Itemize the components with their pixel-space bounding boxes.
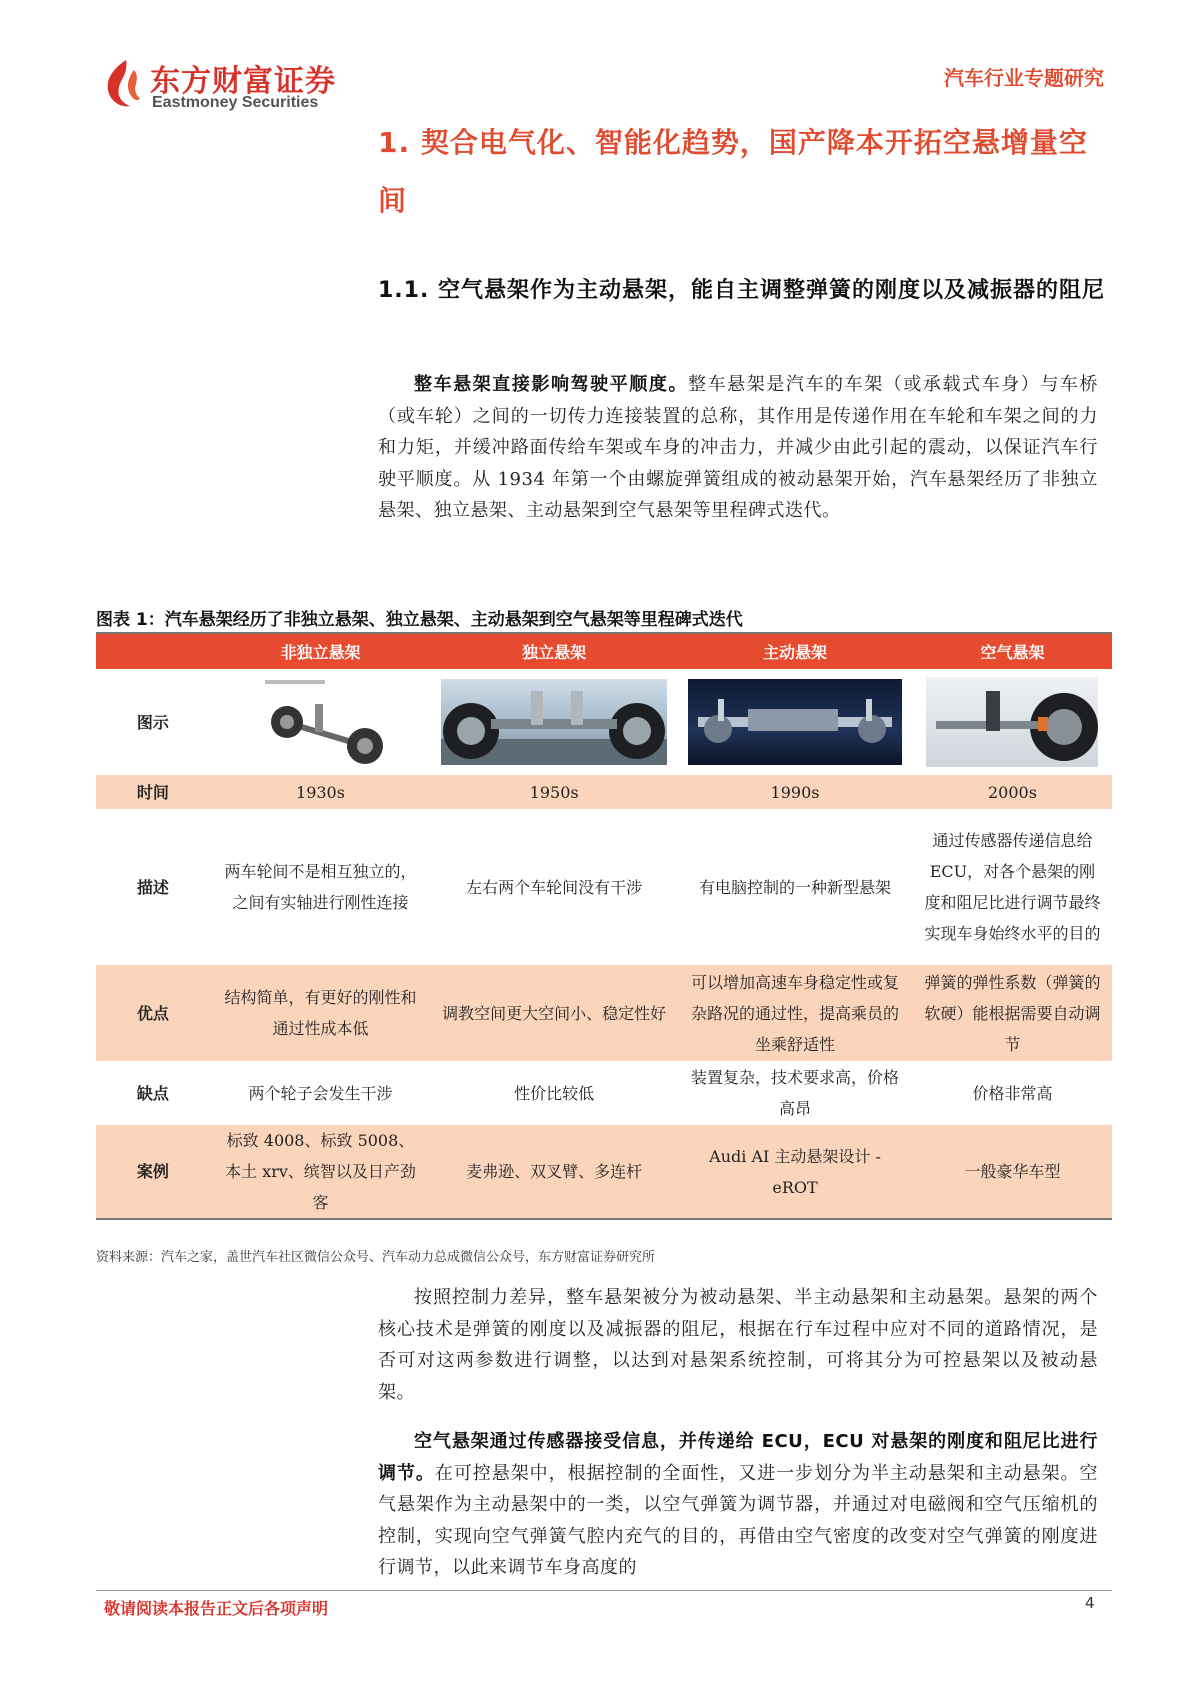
section-1-1-heading: 1.1. 空气悬架作为主动悬架，能自主调整弹簧的刚度以及减振器的阻尼 bbox=[378, 278, 1105, 303]
air-suspension-image bbox=[926, 677, 1098, 767]
column-header: 空气悬架 bbox=[913, 634, 1112, 669]
row-label: 优点 bbox=[96, 965, 210, 1061]
footer-rule bbox=[96, 1590, 1112, 1591]
cell-cons: 价格非常高 bbox=[972, 1083, 1053, 1103]
cell-image bbox=[913, 669, 1112, 775]
cell-cons: 性价比较低 bbox=[514, 1083, 595, 1103]
table-row bbox=[96, 775, 1112, 809]
table-row bbox=[96, 1125, 1112, 1219]
non-independent-suspension-image bbox=[245, 674, 395, 770]
logo-english-name: Eastmoney Securities bbox=[152, 94, 319, 111]
page-number: 4 bbox=[1085, 1594, 1095, 1612]
cell-image bbox=[210, 669, 431, 775]
paragraph-body: 在可控悬架中，根据控制的全面性，又进一步划分为半主动悬架和主动悬架。空气悬架作为主动悬架中的一类，以空气弹簧为调节器，并通过对电磁阀和空气压缩机的控制，实现向空气弹簧气腔内充气的目的，再借由空气密度的改变对空气弹簧的刚度进行调节，以此来调节车身高度的 bbox=[378, 1462, 1099, 1578]
paragraph-body: 整车悬架是汽车的车架（或承载式车身）与车桥（或车轮）之间的一切传力连接装置的总称，其作用是传递作用在车轮和车架之间的力和力矩，并缓冲路面传给车架或车身的冲击力，并减少由此引起的震动，以保证汽车行驶平顺度。从 1934 年第一个由螺旋弹簧组成的被动悬架开始，汽车悬架经历了非独立悬架、独立悬架、主动悬架到空气悬架等里程碑式迭代。 bbox=[378, 374, 1098, 521]
cell-time: 1930s bbox=[210, 775, 431, 809]
paragraph-lead: 整车悬架直接影响驾驶平顺度。 bbox=[414, 374, 689, 395]
column-header: 非独立悬架 bbox=[210, 634, 431, 669]
independent-suspension-image bbox=[441, 679, 667, 765]
row-label: 缺点 bbox=[136, 1083, 169, 1103]
figure-title: 图表 1：汽车悬架经历了非独立悬架、独立悬架、主动悬架到空气悬架等里程碑式迭代 bbox=[96, 610, 743, 630]
column-header: 独立悬架 bbox=[431, 634, 677, 669]
cell-image bbox=[431, 669, 677, 775]
cell-cons: 两个轮子会发生干涉 bbox=[248, 1083, 393, 1103]
table-row bbox=[96, 669, 1112, 775]
paragraph-control-types: 按照控制力差异，整车悬架被分为被动悬架、半主动悬架和主动悬架。悬架的两个核心技术是弹簧的刚度以及减振器的阻尼，根据在行车过程中应对不同的道路情况，是否可对这两参数进行调整，以达到对悬架系统控制，可将其分为可控悬架以及被动悬架。 bbox=[378, 1287, 1098, 1403]
header-corner bbox=[96, 634, 210, 669]
row-label: 图示 bbox=[136, 712, 169, 732]
table-row bbox=[96, 1061, 1112, 1125]
table-header-row bbox=[96, 634, 1112, 669]
cell-cases: 标致 4008、标致 5008、本土 xrv、缤智以及日产劲客 bbox=[210, 1125, 431, 1219]
cell-pros: 调教空间更大空间小、稳定性好 bbox=[431, 965, 677, 1061]
cell-description: 两车轮间不是相互独立的，之间有实轴进行刚性连接 bbox=[224, 862, 417, 912]
paragraph-lead: 空气悬架通过传感器接受信息，并传递给 ECU，ECU 对悬架的刚度和阻尼比进行调节。 bbox=[378, 1431, 1098, 1484]
row-label: 时间 bbox=[96, 775, 210, 809]
section-1-heading: 1. 契合电气化、智能化趋势，国产降本开拓空悬增量空间 bbox=[378, 126, 1088, 217]
table-row bbox=[96, 809, 1112, 965]
cell-time: 2000s bbox=[913, 775, 1112, 809]
cell-cases: 麦弗逊、双叉臂、多连杆 bbox=[431, 1125, 677, 1219]
cell-pros: 可以增加高速车身稳定性或复杂路况的通过性，提高乘员的坐乘舒适性 bbox=[677, 965, 913, 1061]
company-logo bbox=[100, 50, 350, 120]
suspension-comparison-table bbox=[96, 634, 1112, 1220]
cell-description: 左右两个车轮间没有干涉 bbox=[466, 877, 643, 897]
cell-time: 1950s bbox=[431, 775, 677, 809]
logo-chinese-name: 东方财富证券 bbox=[150, 64, 336, 99]
cell-description: 有电脑控制的一种新型悬架 bbox=[699, 877, 892, 897]
cell-cons: 装置复杂，技术要求高，价格高昂 bbox=[691, 1068, 900, 1118]
table-row bbox=[96, 965, 1112, 1061]
row-label: 描述 bbox=[136, 877, 169, 897]
column-header: 主动悬架 bbox=[677, 634, 913, 669]
cell-time: 1990s bbox=[677, 775, 913, 809]
disclaimer-note: 敬请阅读本报告正文后各项声明 bbox=[104, 1599, 329, 1618]
figure-source: 资料来源：汽车之家，盖世汽车社区微信公众号、汽车动力总成微信公众号，东方财富证券研究所 bbox=[96, 1250, 656, 1265]
report-type-label: 汽车行业专题研究 bbox=[944, 66, 1104, 90]
paragraph-air-suspension bbox=[378, 1426, 1098, 1584]
cell-description: 通过传感器传递信息给 ECU，对各个悬架的刚度和阻尼比进行调节最终实现车身始终水平的目的 bbox=[924, 831, 1101, 943]
cell-image bbox=[677, 669, 913, 775]
active-suspension-image bbox=[688, 679, 902, 765]
flame-logo-icon bbox=[100, 58, 144, 110]
cell-cases: Audi AI 主动悬架设计 -eROT bbox=[677, 1125, 913, 1219]
cell-cases: 一般豪华车型 bbox=[913, 1125, 1112, 1219]
row-label: 案例 bbox=[96, 1125, 210, 1219]
paragraph-suspension-intro bbox=[378, 369, 1098, 527]
cell-pros: 弹簧的弹性系数（弹簧的软硬）能根据需要自动调节 bbox=[913, 965, 1112, 1061]
cell-pros: 结构简单，有更好的刚性和通过性成本低 bbox=[210, 965, 431, 1061]
